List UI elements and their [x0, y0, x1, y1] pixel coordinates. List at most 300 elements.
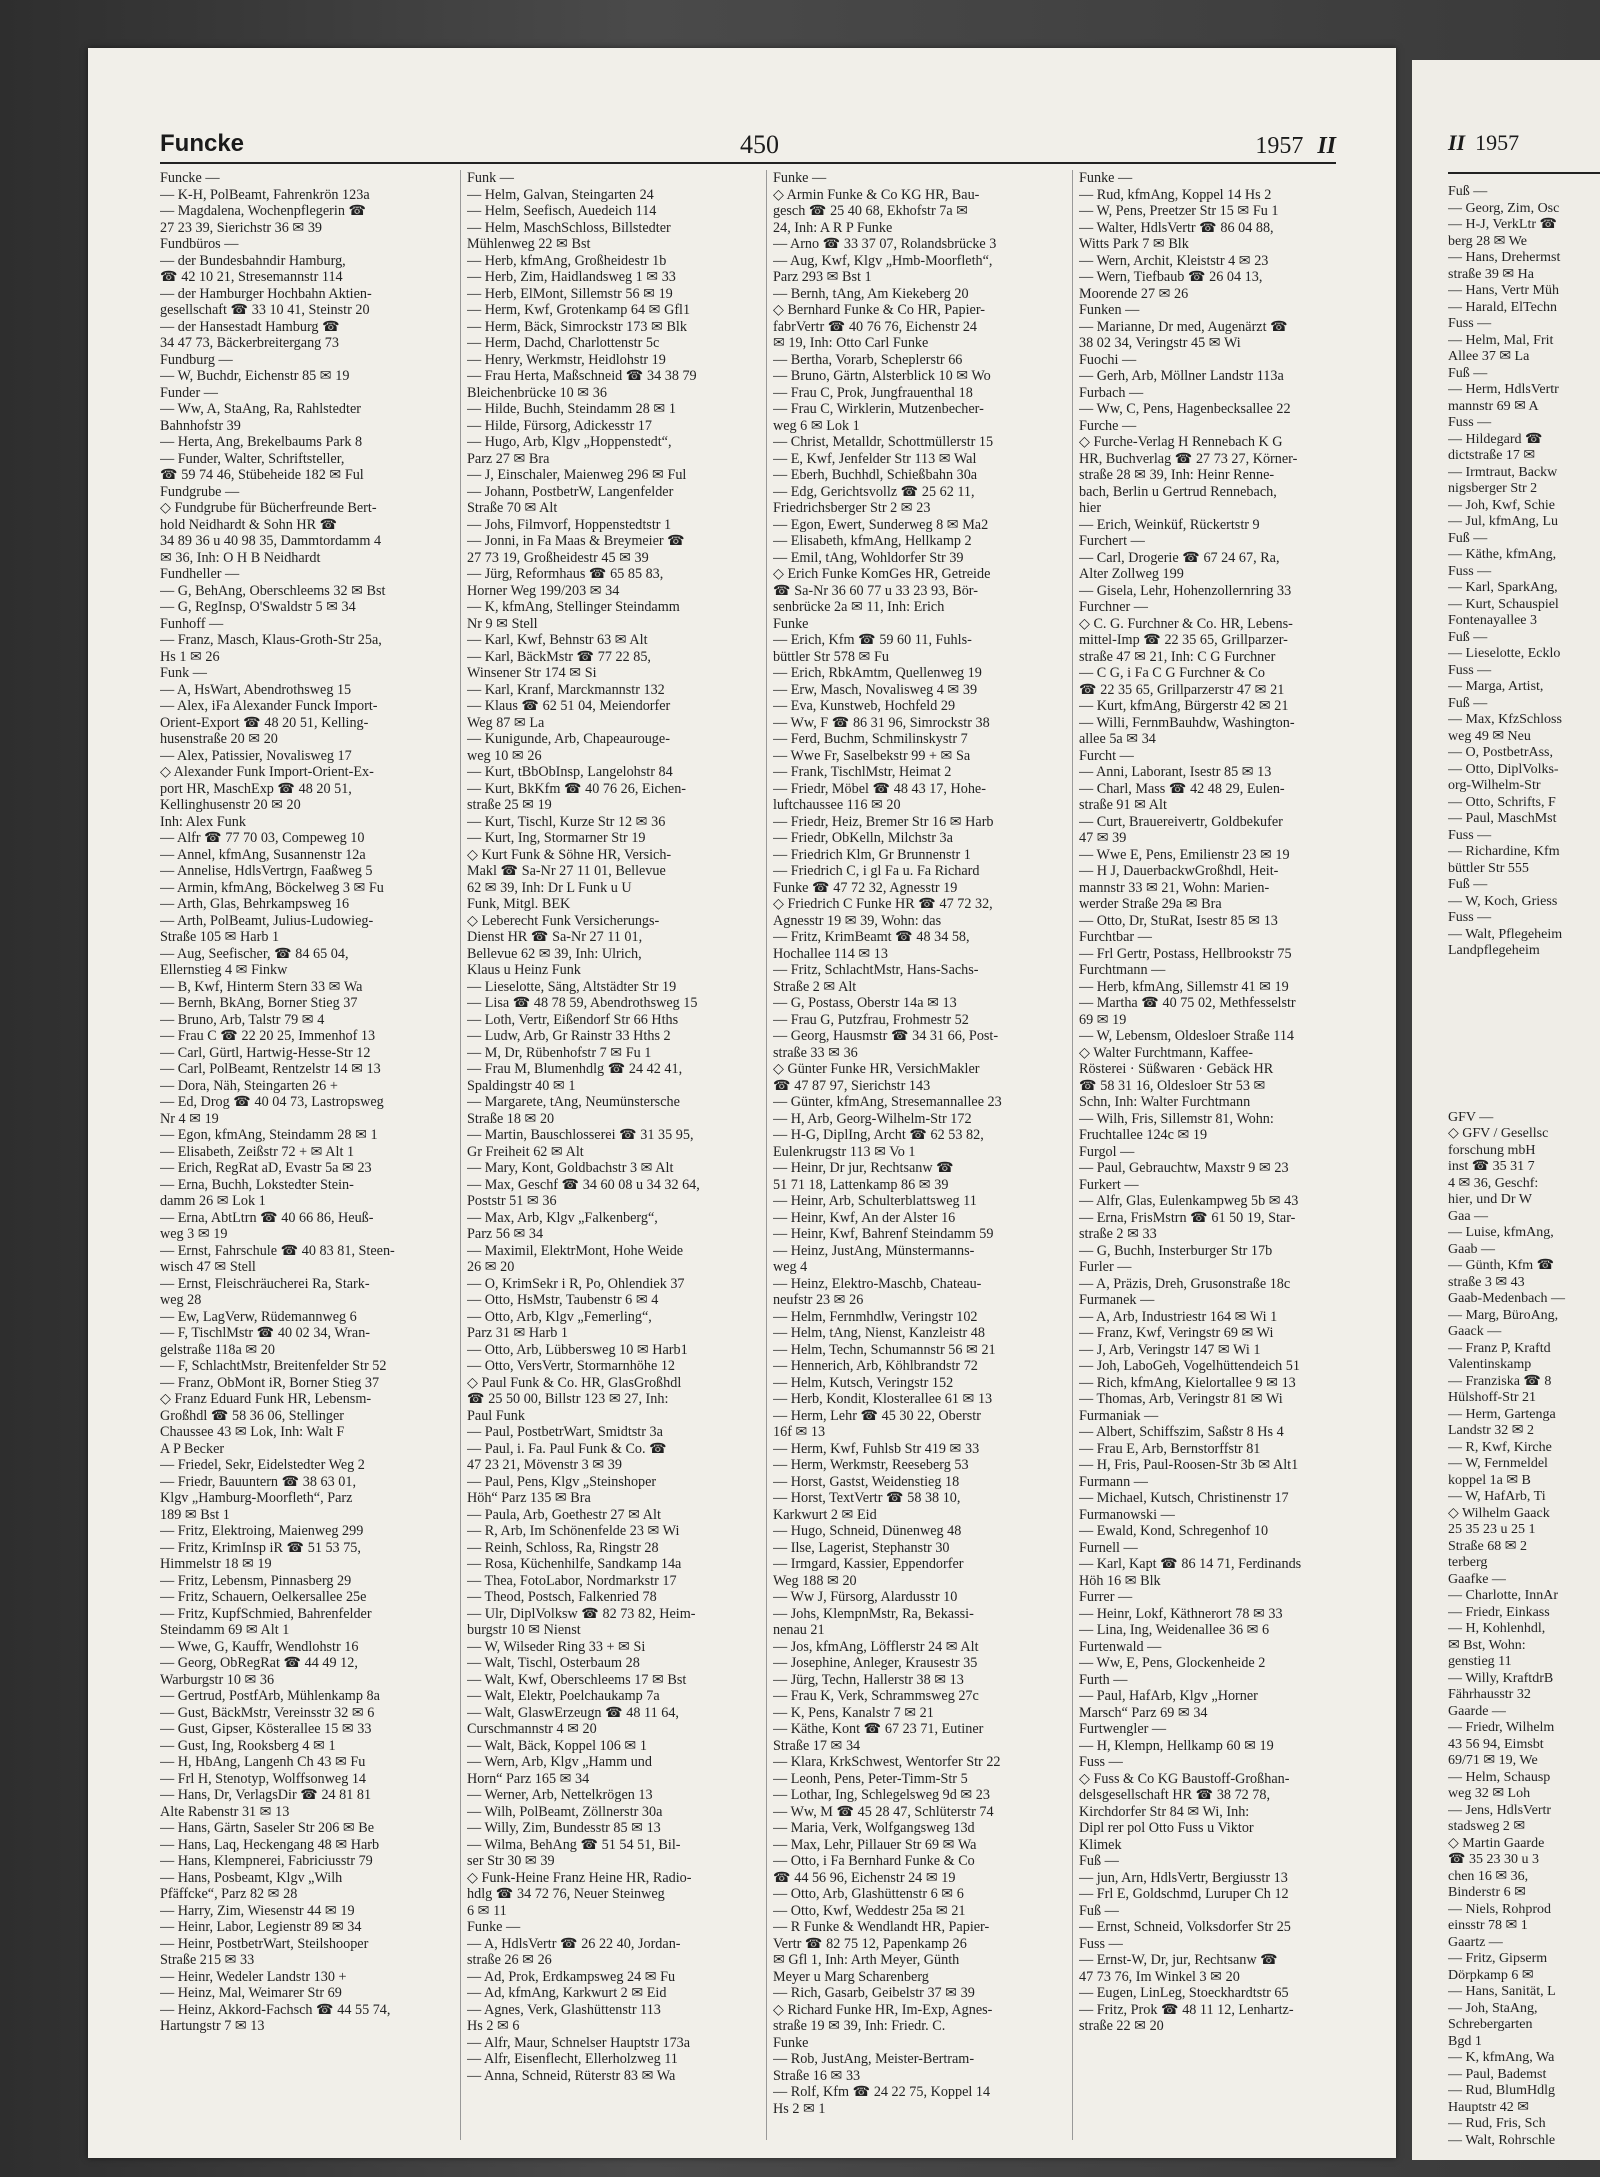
- directory-entry-line: — Erna, AbtLtrn ☎ 40 66 86, Heuß-: [160, 1209, 374, 1226]
- directory-entry-line: — Willy, KraftdrB: [1448, 1670, 1554, 1686]
- directory-entry-line: — Hans, Dr, VerlagsDir ☎ 24 81 81: [160, 1787, 372, 1803]
- directory-entry-line: — Ernst-W, Dr, jur, Rechtsanw ☎: [1079, 1952, 1278, 1968]
- directory-entry-line: mannstr 33 ✉ 21, Wohn: Marien-: [1079, 879, 1270, 896]
- directory-entry-line: Fruchtallee 124c ✉ 19: [1079, 1127, 1208, 1143]
- directory-entry-line: — Horst, TextVertr ☎ 58 38 10,: [773, 1490, 961, 1506]
- directory-entry-line: Parz 31 ✉ Harb 1: [467, 1325, 568, 1341]
- directory-entry-line: Allee 37 ✉ La: [1448, 349, 1530, 364]
- directory-entry-line: weg 28: [160, 1292, 202, 1308]
- directory-entry-line: ◇ Richard Funke HR, Im-Exp, Agnes-: [773, 2001, 993, 2018]
- directory-entry-line: Hs 2 ✉ 6: [467, 2018, 520, 2034]
- directory-entry-line: — Harry, Zim, Wiesenstr 44 ✉ 19: [160, 1902, 355, 1919]
- directory-entry-line: Dienst HR ☎ Sa-Nr 27 11 01,: [467, 929, 643, 945]
- directory-entry-line: — Margarete, tAng, Neumünsterschе: [467, 1094, 680, 1110]
- directory-entry-line: gesch ☎ 25 40 68, Ekhofstr 7a ✉: [773, 203, 969, 219]
- directory-entry-line: — Martin, Bauschlosserei ☎ 31 35 95,: [467, 1127, 694, 1143]
- directory-entry-line: — Helm, Techn, Schumannstr 56 ✉ 21: [773, 1341, 996, 1358]
- directory-entry-line: mannstr 69 ✉ A: [1448, 398, 1539, 414]
- directory-entry-line: Fundbüros —: [160, 236, 239, 252]
- directory-entry-line: Bellevue 62 ✉ 39, Inh: Ulrich,: [467, 945, 642, 962]
- directory-entry-line: — Otto, DiplVolks-: [1448, 761, 1559, 777]
- directory-entry-line: — G, BehAng, Oberschleems 32 ✉ Bst: [160, 582, 386, 599]
- directory-entry-line: — G, Buchh, Insterburger Str 17b: [1079, 1242, 1273, 1259]
- directory-entry-line: Meyer u Marg Scharenberg: [773, 1968, 929, 1985]
- directory-entry-line: Steindamm 69 ✉ Alt 1: [160, 1622, 290, 1638]
- directory-entry-line: Dipl rer pol Otto Fuss u Viktor: [1079, 1820, 1254, 1836]
- directory-entry-line: Furtenwald —: [1079, 1638, 1162, 1655]
- directory-entry-line: Furbach —: [1079, 384, 1144, 401]
- directory-entry-line: — Wern, Arb, Klgv „Hamm und: [467, 1754, 652, 1770]
- directory-entry-line: — Friedr, Heiz, Bremer Str 16 ✉ Harb: [773, 813, 994, 830]
- directory-entry-line: ser Str 30 ✉ 39: [467, 1853, 555, 1869]
- directory-entry-line: ◇ Martin Gaarde: [1448, 1835, 1545, 1851]
- directory-entry-line: 47 73 76, Im Winkel 3 ✉ 20: [1079, 1968, 1240, 1985]
- directory-entry-line: forschung mbH: [1448, 1142, 1536, 1158]
- directory-entry-line: — Joh, LaboGeh, Vogelhüttendeich 51: [1079, 1358, 1300, 1374]
- directory-entry-line: — Franziska ☎ 8: [1448, 1373, 1552, 1389]
- directory-entry-line: — Marga, Artist,: [1448, 679, 1544, 694]
- directory-entry-line: ☎ 58 31 16, Oldesloer Str 53 ✉: [1079, 1077, 1266, 1094]
- directory-entry-line: — Reinh, Schloss, Ra, Ringstr 28: [467, 1539, 659, 1556]
- directory-entry-line: hold Neidhardt & Sohn HR ☎: [160, 516, 338, 533]
- directory-entry-line: ✉ 36, Inh: O H B Neidhardt: [160, 549, 321, 566]
- directory-entry-line: — Alfr, Maur, Schnelser Hauptstr 173a: [467, 2034, 691, 2051]
- directory-entry-line: ◇ Funk-Heine Franz Heine HR, Radio-: [467, 1869, 692, 1886]
- directory-entry-line: Furler —: [1079, 1259, 1132, 1275]
- directory-entry-line: Fundheller —: [160, 566, 240, 582]
- directory-entry-line: — Arth, PolBeamt, Julius-Ludowieg-: [160, 912, 374, 929]
- directory-entry-line: — Arno ☎ 33 37 07, Rolandsbrücke 3: [773, 236, 997, 252]
- directory-entry-line: Orient-Export ☎ 48 20 51, Kelling-: [160, 714, 369, 731]
- directory-entry-line: werder Straße 29a ✉ Bra: [1079, 896, 1222, 912]
- directory-entry-line: Furcht —: [1079, 747, 1134, 764]
- directory-entry-line: — Ww, M ☎ 45 28 47, Schlüterstr 74: [773, 1803, 994, 1820]
- directory-entry-line: 26 ✉ 20: [467, 1259, 515, 1275]
- directory-entry-line: — Ernst, Fahrschule ☎ 40 83 81, Steen-: [160, 1242, 395, 1259]
- directory-entry-line: — Erich, Weinküf, Rückertstr 9: [1079, 516, 1260, 533]
- directory-entry-line: — Theod, Postsch, Falkenried 78: [467, 1589, 657, 1605]
- directory-entry-line: 16f ✉ 13: [773, 1424, 826, 1440]
- directory-entry-line: Parz 293 ✉ Bst 1: [773, 269, 872, 285]
- facing-column: [1448, 184, 1600, 2149]
- directory-entry-line: — Georg, Hausmstr ☎ 34 31 66, Post-: [773, 1028, 999, 1044]
- directory-entry-line: — Max, Lehr, Pillauer Str 69 ✉ Wa: [773, 1836, 977, 1853]
- directory-entry-line: — G, RegInsp, O'Swaldstr 5 ✉ 34: [160, 599, 356, 615]
- directory-entry-line: — Ww J, Fürsorg, Alardusstr 10: [773, 1589, 958, 1605]
- directory-entry-line: Hochallee 114 ✉ 13: [773, 945, 888, 962]
- directory-entry-line: — W, Lebensm, Oldesloer Straße 114: [1079, 1028, 1295, 1044]
- directory-entry-line: — Otto, i Fa Bernhard Funke & Co: [773, 1853, 975, 1869]
- page-number: 450: [740, 130, 779, 159]
- directory-entry-line: — Niels, Rohprod: [1448, 1901, 1552, 1917]
- directory-entry-line: — Helm, Fernmhdlw, Veringstr 102: [773, 1308, 978, 1325]
- directory-entry-line: 6 ✉ 11: [467, 1902, 507, 1919]
- directory-entry-line: — jun, Arn, HdlsVertr, Bergiusstr 13: [1079, 1869, 1288, 1886]
- directory-entry-line: Kellinghusenstr 20 ✉ 20: [160, 797, 301, 813]
- directory-entry-line: — Frau K, Verk, Schrammsweg 27c: [773, 1688, 979, 1704]
- directory-entry-line: 38 02 34, Veringstr 45 ✉ Wi: [1079, 335, 1241, 351]
- directory-entry-line: — Bruno, Gärtn, Alsterblick 10 ✉ Wo: [773, 368, 991, 384]
- directory-entry-line: straße 19 ✉ 39, Inh: Friedr. C.: [773, 2018, 946, 2034]
- directory-entry-line: — Wilh, PolBeamt, Zöllnerstr 30a: [467, 1803, 663, 1820]
- directory-entry-line: ◇ Franz Eduard Funk HR, Lebensm-: [160, 1391, 372, 1407]
- directory-entry-line: — K-H, PolBeamt, Fahrenkrön 123a: [160, 186, 370, 203]
- directory-entry-line: Chaussee 43 ✉ Lok, Inh: Walt F: [160, 1424, 345, 1440]
- directory-entry-line: Funke: [773, 2034, 809, 2051]
- directory-entry-line: — Dora, Näh, Steingarten 26 +: [160, 1077, 338, 1094]
- directory-entry-line: Inh: Alex Funk: [160, 813, 246, 830]
- directory-entry-line: Hs 2 ✉ 1: [773, 2100, 826, 2117]
- directory-entry-line: — Fritz, KrimBeamt ☎ 48 34 58,: [773, 929, 970, 945]
- directory-entry-line: — Albert, Schiffszim, Saßstr 8 Hs 4: [1079, 1424, 1284, 1440]
- directory-entry-line: — Max, KfzSchloss: [1448, 712, 1562, 727]
- directory-entry-line: — E, Kwf, Jenfelder Str 113 ✉ Wal: [773, 450, 977, 467]
- directory-entry-line: — Fritz, SchlachtMstr, Hans-Sachs-: [773, 962, 979, 978]
- directory-entry-line: 189 ✉ Bst 1: [160, 1506, 230, 1523]
- directory-entry-line: — Marianne, Dr med, Augenärzt ☎: [1079, 318, 1288, 335]
- directory-entry-line: stadsweg 2 ✉: [1448, 1819, 1526, 1834]
- directory-entry-line: straße 47 ✉ 21, Inh: C G Furchner: [1079, 648, 1276, 665]
- directory-entry-line: — Frau Herta, Maßschneid ☎ 34 38 79: [467, 368, 697, 384]
- directory-entry-line: — Wwe, G, Kauffr, Wendlohstr 16: [160, 1638, 359, 1655]
- directory-entry-line: delsgesellschaft HR ☎ 38 72 78,: [1079, 1787, 1271, 1803]
- directory-entry-line: — W, Buchdr, Eichenstr 85 ✉ 19: [160, 368, 350, 384]
- directory-entry-line: — Ernst, Fleischräucherei Ra, Stark-: [160, 1275, 370, 1292]
- directory-entry-line: ✉ 19, Inh: Otto Carl Funke: [773, 335, 929, 351]
- directory-entry-line: — K, kfmAng, Stellinger Steindamm: [467, 599, 680, 615]
- directory-entry-line: — M, Dr, Rübenhofstr 7 ✉ Fu 1: [467, 1044, 652, 1061]
- directory-entry-line: — Hans, Gärtn, Saseler Str 206 ✉ Be: [160, 1820, 375, 1836]
- directory-entry-line: ☎ 47 87 97, Sierichstr 143: [773, 1077, 931, 1094]
- directory-entry-line: — Rolf, Kfm ☎ 24 22 75, Koppel 14: [773, 2084, 991, 2100]
- directory-entry-line: Warburgstr 10 ✉ 36: [160, 1671, 275, 1688]
- directory-entry-line: — Charl, Mass ☎ 42 48 29, Eulen-: [1079, 780, 1285, 797]
- directory-entry-line: — Eva, Kunstweb, Hochfeld 29: [773, 698, 956, 714]
- directory-entry-line: — F, TischlMstr ☎ 40 02 34, Wran-: [160, 1325, 371, 1341]
- directory-entry-line: — Jürg, Techn, Hallerstr 38 ✉ 13: [773, 1671, 964, 1688]
- directory-entry-line: ☎ 25 50 00, Billstr 123 ✉ 27, Inh:: [467, 1391, 669, 1407]
- directory-entry-line: Funke ☎ 47 72 32, Agnesstr 19: [773, 879, 958, 896]
- directory-entry-line: — Karl, BäckMstr ☎ 77 22 85,: [467, 648, 651, 665]
- directory-entry-line: Furche —: [1079, 417, 1137, 434]
- directory-entry-line: 69/71 ✉ 19, We: [1448, 1753, 1538, 1768]
- directory-entry-line: 27 23 39, Sierichstr 36 ✉ 39: [160, 219, 323, 236]
- directory-entry-line: — Aug, Seefischer, ☎ 84 65 04,: [160, 945, 349, 962]
- directory-entry-line: büttler Str 578 ✉ Fu: [773, 648, 889, 665]
- facing-year: 1957: [1475, 130, 1520, 155]
- directory-entry-line: — Richardine, Kfm: [1448, 844, 1560, 859]
- directory-entry-line: — Jos, kfmAng, Löfflerstr 24 ✉ Alt: [773, 1638, 979, 1655]
- directory-entry-line: — Helm, Kutsch, Veringstr 152: [773, 1374, 954, 1391]
- directory-entry-line: ☎ 35 23 30 u 3: [1448, 1852, 1539, 1867]
- directory-entry-line: — Hugo, Arb, Klgv „Hoppenstedt“,: [467, 434, 672, 450]
- year: 1957: [1255, 133, 1304, 159]
- directory-entry-line: — Willi, FernmBauhdw, Washington-: [1079, 714, 1295, 731]
- directory-entry-line: — Ww, E, Pens, Glockenheide 2: [1079, 1655, 1266, 1671]
- directory-entry-line: — Ferd, Buchm, Schmilinskystr 7: [773, 731, 968, 747]
- directory-entry-line: — C G, i Fa C G Furchner & Co: [1079, 665, 1266, 681]
- directory-entry-line: Bleichenbrücke 10 ✉ 36: [467, 384, 607, 401]
- directory-entry-line: — Hans, Sanität, L: [1448, 1984, 1556, 1999]
- directory-entry-line: — Otto, HsMstr, Taubenstr 6 ✉ 4: [467, 1292, 659, 1308]
- directory-entry-line: — Friedr, Einkass: [1448, 1604, 1550, 1620]
- directory-entry-line: Fuss —: [1448, 827, 1492, 843]
- directory-entry-line: — Ew, LagVerw, Rüdemannweg 6: [160, 1308, 357, 1325]
- directory-entry-line: — Kurt, Tischl, Kurze Str 12 ✉ 36: [467, 813, 666, 830]
- directory-entry-line: — Frau C ☎ 22 20 25, Immenhof 13: [160, 1028, 376, 1044]
- directory-entry-line: Hs 1 ✉ 26: [160, 648, 220, 665]
- directory-entry-line: — Ad, kfmAng, Karkwurt 2 ✉ Eid: [467, 1985, 667, 2001]
- directory-entry-line: — Hans, Drehermst: [1448, 250, 1561, 265]
- directory-entry-line: Furkert —: [1079, 1176, 1139, 1193]
- directory-entry-line: — H, Fris, Paul-Roosen-Str 3b ✉ Alt1: [1079, 1457, 1299, 1473]
- directory-entry-line: — Curt, Brauereivertr, Goldbekufer: [1079, 813, 1283, 830]
- directory-entry-line: — Leonh, Pens, Peter-Timm-Str 5: [773, 1770, 968, 1787]
- directory-entry-line: — Armin, kfmAng, Böckelweg 3 ✉ Fu: [160, 879, 384, 896]
- directory-entry-line: husenstraße 20 ✉ 20: [160, 731, 278, 747]
- directory-entry-line: Hartungstr 7 ✉ 13: [160, 2018, 265, 2034]
- directory-entry-line: Furmann —: [1079, 1473, 1148, 1490]
- directory-entry-line: — Hennerich, Arb, Köhlbrandstr 72: [773, 1358, 978, 1374]
- directory-entry-line: — Käthe, kfmAng,: [1448, 547, 1557, 562]
- directory-entry-line: Moorende 27 ✉ 26: [1079, 285, 1189, 302]
- directory-entry-line: büttler Str 555: [1448, 860, 1529, 876]
- directory-entry-line: — Annel, kfmAng, Susannenstr 12a: [160, 846, 366, 863]
- directory-entry-line: Furrer —: [1079, 1589, 1133, 1605]
- directory-entry-line: — Erich, Kfm ☎ 59 60 11, Fuhls-: [773, 632, 972, 648]
- directory-entry-line: Bahnhofstr 39: [160, 417, 241, 434]
- directory-entry-line: — Heinz, Akkord-Fachsch ☎ 44 55 74,: [160, 2001, 391, 2018]
- directory-entry-line: Gaafke —: [1448, 1571, 1506, 1587]
- directory-entry-line: — H, Kohlenhdl,: [1448, 1621, 1546, 1636]
- directory-entry-line: — Hilde, Buchh, Steindamm 28 ✉ 1: [467, 401, 676, 417]
- directory-entry-line: Karkwurt 2 ✉ Eid: [773, 1506, 877, 1523]
- directory-entry-line: — Eberh, Buchhdl, Schießbahn 30a: [773, 467, 978, 483]
- directory-entry-line: — Alex, Patissier, Novalisweg 17: [160, 747, 352, 764]
- directory-entry-line: senbrücke 2a ✉ 11, Inh: Erich: [773, 599, 945, 615]
- directory-entry-line: ◇ Erich Funke KomGes HR, Getreide: [773, 566, 991, 582]
- directory-entry-line: Fuss —: [1448, 415, 1492, 430]
- directory-entry-line: — Hans, Klempnerei, Fabriciusstr 79: [160, 1853, 373, 1869]
- directory-entry-line: 69 ✉ 19: [1079, 1011, 1127, 1028]
- directory-entry-line: straße 28 ✉ 39, Inh: Heinr Renne-: [1079, 467, 1275, 483]
- directory-entry-line: org-Wilhelm-Str: [1448, 778, 1541, 793]
- directory-entry-line: Fuss —: [1448, 316, 1492, 331]
- directory-entry-line: — Walt, GlaswErzeugn ☎ 48 11 64,: [467, 1704, 679, 1721]
- directory-entry-line: fabrVertr ☎ 40 76 76, Eichenstr 24: [773, 318, 978, 335]
- listing-columns: [160, 170, 1340, 2140]
- facing-column-bottom: [1448, 1110, 1600, 2150]
- directory-entry-line: Furchtbar —: [1079, 929, 1152, 945]
- directory-entry-line: — Paul, HafArb, Klgv „Horner: [1079, 1688, 1258, 1704]
- directory-entry-line: Ellernstieg 4 ✉ Finkw: [160, 962, 288, 978]
- directory-entry-line: genstieg 11: [1448, 1654, 1512, 1669]
- directory-entry-line: — H-J, VerkLtr ☎: [1448, 217, 1557, 232]
- directory-entry-line: — Egon, Ewert, Sunderweg 8 ✉ Ma2: [773, 516, 989, 533]
- column-2: [460, 170, 763, 2140]
- directory-entry-line: — Paul, i. Fa. Paul Funk & Co. ☎: [467, 1440, 667, 1457]
- directory-entry-line: Vertr ☎ 82 75 12, Papenkamp 26: [773, 1935, 967, 1952]
- directory-entry-line: — R Funke & Wendlandt HR, Papier-: [773, 1919, 990, 1935]
- directory-entry-line: Fuß —: [1079, 1853, 1119, 1869]
- directory-entry-line: — Egon, kfmAng, Steindamm 28 ✉ 1: [160, 1127, 378, 1143]
- directory-entry-line: — Otto, Arb, Lübbersweg 10 ✉ Harb1: [467, 1341, 688, 1358]
- directory-entry-line: Parz 56 ✉ 34: [467, 1226, 544, 1242]
- directory-entry-line: — der Hamburger Hochbahn Aktien-: [160, 285, 372, 302]
- directory-entry-line: — Lisa ☎ 48 78 59, Abendrothsweg 15: [467, 995, 698, 1011]
- page-header: [160, 116, 1336, 164]
- directory-entry-line: — Hans, Vertr Müh: [1448, 283, 1559, 298]
- directory-entry-line: gelstraße 118a ✉ 20: [160, 1341, 275, 1358]
- directory-entry-line: — Alex, iFa Alexander Funck Import-: [160, 698, 378, 714]
- directory-entry-line: hdlg ☎ 34 72 76, Neuer Steinweg: [467, 1886, 665, 1902]
- directory-entry-line: — A, Präzis, Dreh, Grusonstraße 18c: [1079, 1275, 1291, 1292]
- directory-entry-line: — Josephine, Anleger, Krausestr 35: [773, 1655, 978, 1671]
- directory-entry-line: — Max, Geschf ☎ 34 60 08 u 34 32 64,: [467, 1176, 700, 1193]
- directory-entry-line: — Otto, Kwf, Weddestr 25a ✉ 21: [773, 1902, 966, 1919]
- directory-entry-line: — Karl, Kranf, Marckmannstr 132: [467, 681, 665, 698]
- directory-entry-line: ☎ 42 10 21, Stresemannstr 114: [160, 269, 343, 285]
- directory-entry-line: Fontenayallee 3: [1448, 613, 1538, 628]
- directory-entry-line: Furchtmann —: [1079, 962, 1166, 978]
- directory-entry-line: — Helm, Schausp: [1448, 1769, 1551, 1785]
- directory-entry-line: — Heinr, Kwf, Bahrenf Steindamm 59: [773, 1226, 994, 1242]
- directory-entry-line: Fuß —: [1079, 1902, 1119, 1919]
- directory-entry-line: 34 47 73, Bäckerbreitergang 73: [160, 335, 339, 351]
- directory-entry-line: Furgol —: [1079, 1143, 1135, 1160]
- directory-entry-line: — W, Wilseder Ring 33 + ✉ Si: [467, 1638, 646, 1655]
- directory-entry-line: — Martha ☎ 40 75 02, Methfesselstr: [1079, 995, 1296, 1011]
- directory-entry-line: Friedrichsberger Str 2 ✉ 23: [773, 500, 931, 516]
- directory-entry-line: Furmaniak —: [1079, 1407, 1159, 1424]
- directory-entry-line: Rösterei · Süßwaren · Gebäck HR: [1079, 1061, 1274, 1077]
- directory-entry-line: — Helm, tAng, Nienst, Kanzleistr 48: [773, 1325, 985, 1341]
- directory-entry-line: — Helm, Galvan, Steingarten 24: [467, 186, 654, 203]
- directory-entry-line: — Helm, Mal, Frit: [1448, 332, 1554, 348]
- directory-entry-line: — Bernh, tAng, Am Kiekeberg 20: [773, 285, 969, 302]
- directory-entry-line: Hauptstr 42 ✉: [1448, 2099, 1529, 2115]
- directory-entry-line: Fundgrube —: [160, 483, 240, 500]
- directory-entry-line: — Anna, Schneid, Rüterstr 83 ✉ Wa: [467, 2067, 676, 2084]
- directory-entry-line: — Friedrich C, i gl Fa u. Fa Richard: [773, 863, 980, 879]
- directory-entry-line: — Walt, Rohrschle: [1448, 2132, 1556, 2148]
- directory-entry-line: 62 ✉ 39, Inh: Dr L Funk u U: [467, 879, 632, 896]
- directory-entry-line: straße 22 ✉ 20: [1079, 2018, 1164, 2034]
- directory-entry-line: berg 28 ✉ We: [1448, 233, 1527, 249]
- directory-entry-line: inst ☎ 35 31 7: [1448, 1159, 1535, 1174]
- directory-entry-line: — Jul, kfmAng, Lu: [1448, 514, 1559, 529]
- directory-entry-line: ◇ Paul Funk & Co. HR, GlasGroßhdl: [467, 1374, 682, 1391]
- directory-entry-line: Fuß —: [1448, 695, 1488, 711]
- directory-entry-line: — A, Arb, Industriestr 164 ✉ Wi 1: [1079, 1308, 1278, 1325]
- directory-entry-line: Fuß —: [1448, 877, 1488, 892]
- directory-entry-line: Straße 105 ✉ Harb 1: [160, 929, 280, 945]
- directory-entry-line: — A, HsWart, Abendrothsweg 15: [160, 681, 352, 698]
- directory-entry-line: — Carl, PolBeamt, Rentzelstr 14 ✉ 13: [160, 1061, 381, 1077]
- directory-entry-line: Straße 215 ✉ 33: [160, 1952, 255, 1968]
- directory-entry-line: — Loth, Vertr, Eißendorf Str 66 Hths: [467, 1011, 679, 1028]
- directory-entry-line: — Rud, Fris, Sch: [1448, 2116, 1546, 2131]
- directory-entry-line: — Helm, Seefisch, Auedeich 114: [467, 203, 657, 219]
- directory-entry-line: — Rich, Gasarb, Geibelstr 37 ✉ 39: [773, 1985, 975, 2001]
- directory-entry-line: Gaa —: [1448, 1208, 1489, 1224]
- directory-entry-line: Eulenkrugstr 113 ✉ Vo 1: [773, 1143, 916, 1160]
- directory-entry-line: — Herm, Lehr ☎ 45 30 22, Oberstr: [773, 1407, 981, 1424]
- directory-entry-line: 34 89 36 u 40 98 35, Dammtordamm 4: [160, 533, 382, 549]
- directory-entry-line: ◇ Bernhard Funke & Co HR, Papier-: [773, 302, 985, 318]
- directory-entry-line: — Kurt, Ing, Stormarner Str 19: [467, 830, 646, 846]
- directory-entry-line: Fuß —: [1448, 365, 1488, 381]
- directory-entry-line: ☎ 59 74 46, Stübeheide 182 ✉ Ful: [160, 467, 364, 483]
- directory-entry-line: ◇ Günter Funke HR, VersichMakler: [773, 1061, 980, 1077]
- directory-entry-line: ☎ 22 35 65, Grillparzerstr 47 ✉ 21: [1079, 681, 1285, 698]
- directory-entry-line: — Aug, Kwf, Klgv „Hmb-Moorfleth“,: [773, 252, 993, 269]
- directory-entry-line: — Gerh, Arb, Möllner Landstr 113a: [1079, 368, 1284, 384]
- directory-entry-line: Pfäffcke“, Parz 82 ✉ 28: [160, 1886, 298, 1902]
- directory-entry-line: einsstr 78 ✉ 1: [1448, 1918, 1528, 1933]
- directory-entry-line: Furtwengler —: [1079, 1721, 1167, 1737]
- directory-entry-line: chen 16 ✉ 36,: [1448, 1868, 1529, 1884]
- running-head: Funcke: [160, 130, 245, 157]
- directory-entry-line: — Paul, MaschMst: [1448, 811, 1557, 826]
- directory-entry-line: — Bernh, BkAng, Borner Stieg 37: [160, 995, 358, 1011]
- directory-entry-line: bach, Berlin u Gertrud Rennebach,: [1079, 483, 1277, 500]
- directory-entry-line: — Erw, Masch, Novalisweg 4 ✉ 39: [773, 681, 978, 698]
- directory-entry-line: weg 32 ✉ Loh: [1448, 1786, 1531, 1801]
- directory-entry-line: — Herb, kfmAng, Sillemstr 41 ✉ 19: [1079, 978, 1289, 995]
- directory-entry-line: — Anni, Laborant, Isestr 85 ✉ 13: [1079, 764, 1272, 780]
- directory-entry-line: — Heinr, PostbetrWart, Steilshooper: [160, 1935, 369, 1952]
- directory-entry-line: — Hilde, Fürsorg, Adickesstr 17: [467, 417, 652, 434]
- directory-entry-line: Funk —: [467, 170, 514, 186]
- directory-entry-line: Witts Park 7 ✉ Blk: [1079, 236, 1189, 252]
- directory-entry-line: — Heinz, Elektro-Maschb, Chateau-: [773, 1275, 982, 1292]
- directory-entry-line: — Ww, F ☎ 86 31 96, Simrockstr 38: [773, 714, 990, 731]
- directory-entry-line: 47 23 21, Mövenstr 3 ✉ 39: [467, 1457, 622, 1473]
- directory-entry-line: — Thea, FotoLabor, Nordmarkstr 17: [467, 1572, 677, 1589]
- directory-entry-line: — H-G, DiplIng, Archt ☎ 62 53 82,: [773, 1127, 984, 1143]
- directory-entry-line: — Paul, Pens, Klgv „Steinshoper: [467, 1473, 657, 1490]
- directory-entry-line: Hülshoff-Str 21: [1448, 1390, 1537, 1405]
- directory-entry-line: Gaack —: [1448, 1324, 1502, 1339]
- directory-entry-line: — Joh, Kwf, Schie: [1448, 497, 1555, 513]
- directory-entry-line: Fuochi —: [1079, 351, 1137, 368]
- directory-entry-line: — Paul, Bademst: [1448, 2066, 1547, 2082]
- directory-entry-line: — Walt, Tischl, Osterbaum 28: [467, 1655, 640, 1671]
- directory-entry-line: — Johs, KlempnMstr, Ra, Bekassi-: [773, 1605, 974, 1622]
- directory-entry-line: — Frau E, Arb, Bernstorffstr 81: [1079, 1440, 1261, 1457]
- directory-entry-line: ◇ Wilhelm Gaack: [1448, 1505, 1550, 1521]
- directory-entry-line: — Emil, tAng, Wohldorfer Str 39: [773, 549, 964, 566]
- directory-entry-line: — Frau C, Wirklerin, Mutzenbecher-: [773, 401, 984, 417]
- directory-entry-line: — Wilh, Fris, Sillemstr 81, Wohn:: [1079, 1110, 1274, 1127]
- directory-entry-line: — Henry, Werkmstr, Heidlohstr 19: [467, 351, 666, 368]
- directory-entry-line: — A, HdlsVertr ☎ 26 22 40, Jordan-: [467, 1935, 681, 1952]
- directory-entry-line: — Lieselotte, Säng, Altstädter Str 19: [467, 978, 677, 995]
- directory-entry-line: — Gertrud, PostfArb, Mühlenkamp 8a: [160, 1688, 380, 1704]
- volume: II: [1317, 133, 1336, 159]
- directory-entry-line: — Kurt, BkKfm ☎ 40 76 26, Eichen-: [467, 780, 687, 797]
- directory-entry-line: — Carl, Drogerie ☎ 67 24 67, Ra,: [1079, 549, 1280, 566]
- directory-entry-line: Kirchdorfer Str 84 ✉ Wi, Inh:: [1079, 1803, 1250, 1820]
- directory-entry-line: Makl ☎ Sa-Nr 27 11 01, Bellevue: [467, 863, 666, 879]
- directory-entry-line: — Wilma, BehAng ☎ 51 54 51, Bil-: [467, 1836, 681, 1853]
- directory-entry-line: ◇ Furche-Verlag H Rennebach K G: [1079, 434, 1283, 450]
- directory-entry-line: — Rud, BlumHdlg: [1448, 2083, 1555, 2098]
- directory-entry-line: ◇ Armin Funke & Co KG HR, Bau-: [773, 186, 980, 203]
- directory-entry-line: — Friedr, Möbel ☎ 48 43 17, Hohe-: [773, 780, 986, 797]
- directory-entry-line: Funder —: [160, 384, 218, 401]
